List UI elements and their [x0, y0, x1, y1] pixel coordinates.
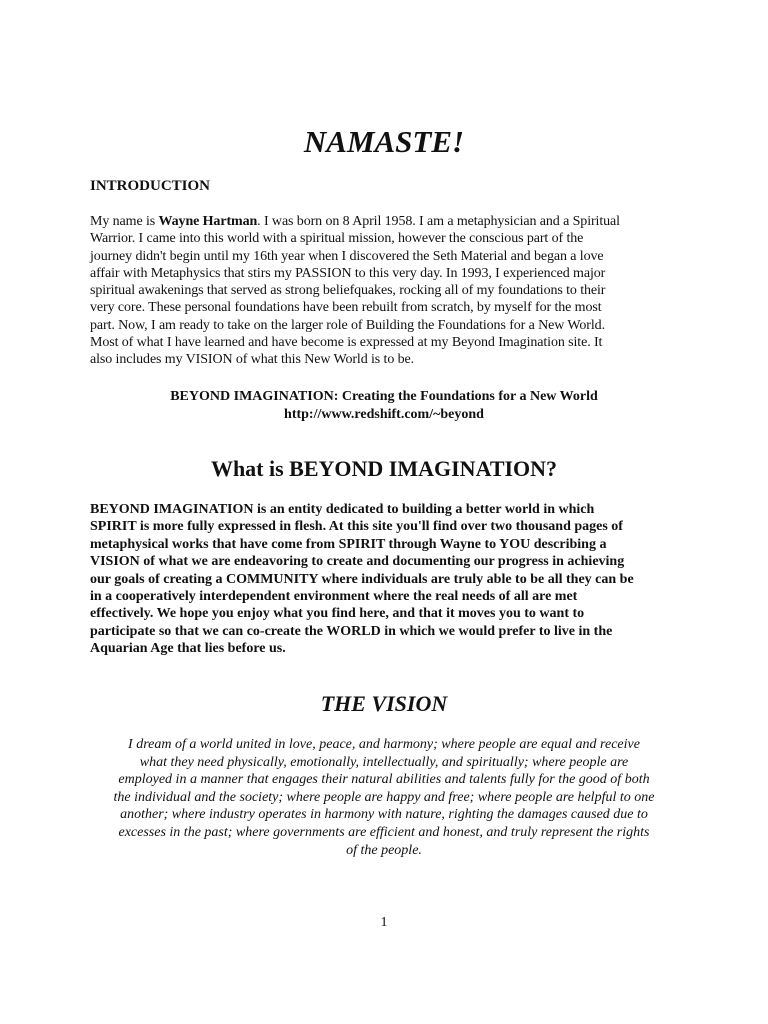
page-number: 1: [380, 915, 388, 930]
intro-line: very core. These personal foundations have been rebuilt from scratch, by myself for the most: [90, 300, 602, 316]
what-is-line: participate so that we can co-create the WORLD in which we would prefer to live in the: [90, 623, 613, 639]
intro-line: Warrior. I came into this world with a spiritual mission, however the conscious part of the: [90, 231, 584, 247]
what-is-heading: What is BEYOND IMAGINATION?: [210, 456, 558, 481]
vision-paragraph: [84, 736, 684, 859]
vision-line: the individual and the society; where people are happy and free; where people are helpful to one: [113, 789, 655, 805]
vision-line: employed in a manner that engages their natural abilities and talents fully for the good of both: [118, 772, 650, 788]
vision-heading: THE VISION: [320, 691, 448, 716]
site-name: BEYOND IMAGINATION: Creating the Foundations for a New World: [170, 389, 598, 404]
what-is-paragraph: [90, 501, 690, 658]
intro-line: journey didn't begin until my 16th year when I discovered the Seth Material and began a love: [90, 248, 604, 264]
vision-line: I dream of a world united in love, peace, and harmony; where people are equal and receive: [128, 737, 640, 752]
intro-line: affair with Metaphysics that stirs my PASSION to this very day. In 1993, I experienced major: [90, 265, 606, 281]
what-is-line: SPIRIT is more fully expressed in flesh. At this site you'll find over two thousand pages of: [90, 519, 623, 535]
what-is-line: VISION of what we are endeavoring to create and documenting our progress in achieving: [90, 554, 625, 570]
intro-paragraph: [90, 213, 678, 369]
vision-line: excesses in the past; where governments are efficient and honest, and truly represent the rights: [118, 824, 650, 840]
intro-line: part. Now, I am ready to take on the larger role of Building the Foundations for a New World.: [90, 317, 605, 333]
what-is-line: effectively. We hope you enjoy what you find here, and that it moves you to want to: [90, 606, 585, 622]
site-url-link[interactable]: http://www.redshift.com/~beyond: [284, 406, 484, 422]
vision-line: another; where industry operates in harmony with nature, righting the damages caused due to: [120, 807, 648, 823]
author-name: Wayne Hartman: [158, 214, 258, 229]
what-is-line: Aquarian Age that lies before us.: [90, 641, 286, 657]
what-is-line: in a cooperatively interdependent environment where the real needs of all are met: [90, 589, 578, 605]
intro-line: Most of what I have learned and have become is expressed at my Beyond Imagination site. It: [90, 335, 603, 351]
page-title: NAMASTE!: [303, 124, 465, 159]
vision-line: of the people.: [346, 842, 422, 858]
what-is-line: metaphysical works that have come from SPIRIT through Wayne to YOU describing a: [90, 536, 607, 552]
site-reference: [0, 388, 768, 423]
what-is-line: BEYOND IMAGINATION is an entity dedicated to building a better world in which: [90, 502, 595, 517]
vision-line: what they need physically, emotionally, intellectually, and spiritually; where people are: [139, 754, 629, 770]
what-is-line: our goals of creating a COMMUNITY where individuals are truly able to be all they can be: [90, 571, 634, 587]
intro-line: My name is Wayne Hartman. I was born on 8 April 1958. I am a metaphysician and a Spiritual: [90, 214, 620, 229]
intro-heading: INTRODUCTION: [90, 178, 211, 194]
intro-line: also includes my VISION of what this New World is to be.: [90, 352, 415, 368]
intro-line: spiritual awakenings that served as strong beliefquakes, rocking all of my foundations to their: [90, 283, 606, 299]
